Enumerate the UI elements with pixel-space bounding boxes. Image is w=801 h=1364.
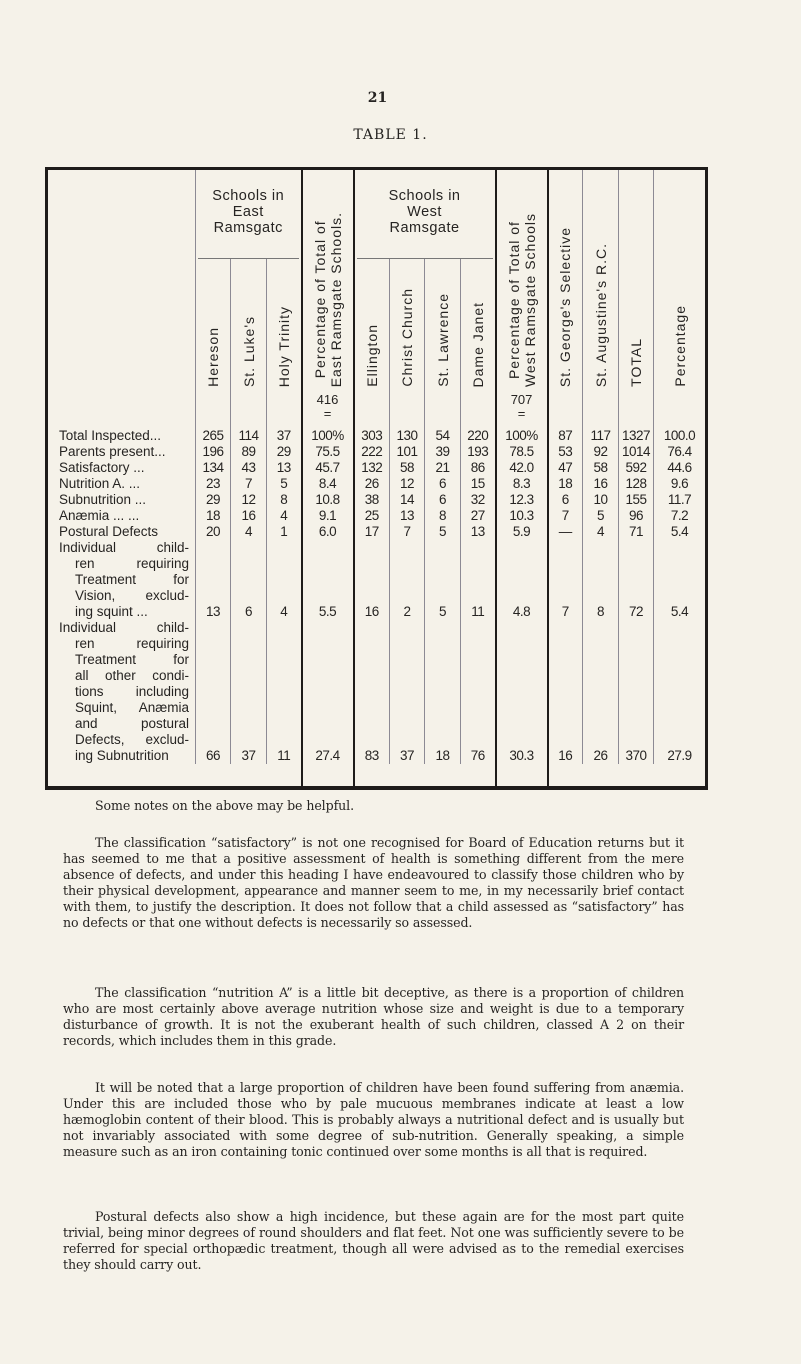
table-cell: 66 — [196, 620, 231, 764]
spacer — [461, 393, 496, 428]
col-header-pct-west-line: Percentage of Total of — [505, 221, 522, 379]
table-cell: 10.3 — [496, 508, 548, 524]
spacer — [267, 393, 302, 428]
row-label-line: Subnutrition ... — [59, 492, 147, 507]
col-header-text: St. Lawrence — [434, 293, 451, 387]
row-label-line: Treatment for — [75, 652, 189, 667]
table-cell: — — [548, 524, 583, 540]
table-cell: 29 — [196, 492, 231, 508]
table-cell: 78.5 — [496, 444, 548, 460]
spacer — [196, 764, 231, 788]
paragraph-anaemia — [63, 1080, 684, 1160]
row-label-line: Total Inspected... — [59, 428, 162, 443]
row-label-line: ren requiring — [75, 556, 189, 571]
row-label-line: Postural Defects — [59, 524, 159, 539]
table-cell: 86 — [461, 460, 496, 476]
notes-intro-text: Some notes on the above may be helpful. — [95, 798, 354, 813]
col-header-text: Christ Church — [399, 288, 416, 387]
table-cell: 134 — [196, 460, 231, 476]
spacer — [461, 764, 496, 788]
table-cell: 8.4 — [302, 476, 354, 492]
table-row — [47, 492, 707, 508]
table-cell: 6 — [548, 492, 583, 508]
col-header-st-lawrence — [425, 259, 461, 393]
col-header-text: Dame Janet — [469, 301, 486, 387]
table-cell: 6.0 — [302, 524, 354, 540]
page-number — [0, 90, 801, 106]
table-cell: 7 — [548, 540, 583, 620]
east-total: 416 — [316, 392, 339, 407]
table-row — [47, 620, 707, 764]
table-cell: 54 — [425, 428, 461, 444]
group-east-line: Ramsgatc — [213, 220, 283, 236]
table-cell: 20 — [196, 524, 231, 540]
table-cell: 16 — [231, 508, 267, 524]
table-cell: 16 — [354, 540, 390, 620]
table-cell: 12 — [390, 476, 425, 492]
col-header-text: Holy Trinity — [275, 305, 292, 387]
table-cell: 13 — [196, 540, 231, 620]
table-cell: 53 — [548, 444, 583, 460]
group-east-line: Schools in — [212, 188, 285, 204]
table-cell: 72 — [619, 540, 654, 620]
table-cell: 89 — [231, 444, 267, 460]
table-cell: 27.9 — [654, 620, 707, 764]
spacer — [583, 764, 619, 788]
table-cell: 26 — [354, 476, 390, 492]
table-cell: 155 — [619, 492, 654, 508]
row-label-line: all other condi- — [75, 668, 189, 683]
col-header-st-augustine-text: St. Augustine's R.C. — [592, 242, 609, 387]
equals-sign: = — [323, 406, 332, 421]
row-label — [47, 492, 196, 508]
table-cell: 47 — [548, 460, 583, 476]
table-cell: 12 — [231, 492, 267, 508]
table-cell: 26 — [583, 620, 619, 764]
table-cell: 92 — [583, 444, 619, 460]
row-label-header — [47, 169, 196, 429]
spacer — [654, 393, 707, 428]
table-cell: 5 — [425, 540, 461, 620]
group-west-line: Ramsgate — [389, 220, 460, 236]
table-cell: 21 — [425, 460, 461, 476]
row-label — [47, 540, 196, 620]
row-label — [47, 620, 196, 764]
table-cell: 38 — [354, 492, 390, 508]
table-cell: 42.0 — [496, 460, 548, 476]
table-cell: 32 — [461, 492, 496, 508]
table-cell: 2 — [390, 540, 425, 620]
table-cell: 37 — [267, 428, 302, 444]
col-header-text: St. Luke's — [240, 315, 257, 387]
table-cell: 11 — [461, 540, 496, 620]
table-cell: 7 — [548, 508, 583, 524]
paragraph-nutrition — [63, 985, 684, 1049]
table-cell: 5.9 — [496, 524, 548, 540]
table-cell: 132 — [354, 460, 390, 476]
table-cell: 12.3 — [496, 492, 548, 508]
row-label-line: Satisfactory ... — [59, 460, 145, 475]
row-label-line: and postural — [75, 716, 189, 731]
spacer — [354, 393, 390, 428]
col-header-pct-east-line: East Ramsgate Schools. — [327, 211, 344, 387]
row-label-line: ing squint ... — [75, 604, 148, 619]
row-label — [47, 524, 196, 540]
table-cell: 303 — [354, 428, 390, 444]
row-label — [47, 508, 196, 524]
group-header-east — [196, 169, 302, 260]
col-header-st-augustine — [583, 169, 619, 394]
table-cell: 10 — [583, 492, 619, 508]
table-cell: 7 — [390, 524, 425, 540]
table-cell: 100.0 — [654, 428, 707, 444]
spacer — [354, 764, 390, 788]
table-cell: 9.6 — [654, 476, 707, 492]
table-cell: 100% — [496, 428, 548, 444]
table-cell: 75.5 — [302, 444, 354, 460]
table-cell: 13 — [267, 460, 302, 476]
table-cell: 18 — [548, 476, 583, 492]
table-cell: 8.3 — [496, 476, 548, 492]
west-total: 707 — [510, 392, 533, 407]
table-row — [47, 428, 707, 444]
page-number-text: 21 — [367, 90, 388, 106]
table-cell: 76 — [461, 620, 496, 764]
spacer — [302, 764, 354, 788]
table-cell: 5 — [583, 508, 619, 524]
west-total-cell — [496, 393, 548, 428]
row-label — [47, 428, 196, 444]
table-cell: 7.2 — [654, 508, 707, 524]
paragraph-text: The classification “satisfactory” is not one recognised for Board of Education returns but it has seemed to me that a positive assessment of health is something different from the mere absence of defects, and under this heading I have endeavoured to classify those children who by their physical development, appearance and manner seem to me, in my necessarily brief contact with them, to justify the description. It does not follow that a child assessed as “satisfactory” has no defects or that one without defects is necessarily so assessed. — [63, 835, 684, 930]
table-cell: 114 — [231, 428, 267, 444]
col-header-pct-east-line: Percentage of Total of — [311, 220, 328, 379]
spacer — [619, 764, 654, 788]
spacer — [548, 393, 583, 428]
table-cell: 5.5 — [302, 540, 354, 620]
row-label-line: tions including — [75, 684, 189, 699]
table-cell: 43 — [231, 460, 267, 476]
table-cell: 16 — [548, 620, 583, 764]
spacer — [583, 393, 619, 428]
table-cell: 9.1 — [302, 508, 354, 524]
table-cell: 25 — [354, 508, 390, 524]
row-label-line: Vision, exclud- — [75, 588, 189, 603]
table-cell: 4 — [267, 540, 302, 620]
row-label-line: ing Subnutrition — [75, 748, 169, 763]
row-label-line: Treatment for — [75, 572, 189, 587]
paragraph-postural — [63, 1209, 684, 1273]
table-cell: 5 — [425, 524, 461, 540]
row-label-line: Individual child- — [59, 620, 189, 635]
table-cell: 370 — [619, 620, 654, 764]
group-west-line: West — [407, 204, 442, 220]
table-cell: 6 — [425, 476, 461, 492]
table-cell: 13 — [390, 508, 425, 524]
table-cell: 8 — [425, 508, 461, 524]
table-cell: 30.3 — [496, 620, 548, 764]
table-cell: 8 — [267, 492, 302, 508]
table-cell: 16 — [583, 476, 619, 492]
east-total-cell — [302, 393, 354, 428]
col-header-hereson — [196, 259, 231, 393]
paragraph-text: Postural defects also show a high incidence, but these again are for the most part quite trivial, being minor degrees of round shoulders and flat feet. Not one was sufficiently severe to be referred for special orthopædic treatment, though all were advised as to the remedial exercises they should carry out. — [63, 1209, 684, 1272]
group-header-west — [354, 169, 496, 260]
table-cell: 58 — [583, 460, 619, 476]
col-header-total — [619, 169, 654, 394]
col-header-percentage-text: Percentage — [671, 305, 688, 387]
table-cell: 6 — [425, 492, 461, 508]
table-row — [47, 476, 707, 492]
table-cell: 130 — [390, 428, 425, 444]
table-cell: 1014 — [619, 444, 654, 460]
table-cell: 265 — [196, 428, 231, 444]
row-label — [47, 460, 196, 476]
row-label-line: Squint, Anæmia — [75, 700, 189, 715]
spacer — [390, 393, 425, 428]
table-row — [47, 508, 707, 524]
table-title — [0, 127, 801, 143]
col-header-st-lukes — [231, 259, 267, 393]
table-cell: 4 — [231, 524, 267, 540]
spacer — [425, 393, 461, 428]
table-cell: 7 — [231, 476, 267, 492]
table-cell: 83 — [354, 620, 390, 764]
table-cell: 4.8 — [496, 540, 548, 620]
table-cell: 45.7 — [302, 460, 354, 476]
row-label — [47, 476, 196, 492]
spacer — [231, 764, 267, 788]
col-header-christ-church — [390, 259, 425, 393]
table-cell: 37 — [390, 620, 425, 764]
col-header-st-george — [548, 169, 583, 394]
paragraph-text: The classification “nutrition A” is a little bit deceptive, as there is a proportion of children who are most certainly above average nutrition whose size and weight is due to a temporary disturbance of growth. It is not the exuberant health of such children, classed A 2 on their records, which includes them in this grade. — [63, 985, 684, 1048]
table-cell: 6 — [231, 540, 267, 620]
table-cell: 37 — [231, 620, 267, 764]
table-cell: 5 — [267, 476, 302, 492]
group-east-line: East — [232, 204, 264, 220]
spacer — [654, 764, 707, 788]
table-cell: 23 — [196, 476, 231, 492]
table-cell: 87 — [548, 428, 583, 444]
school-inspection-table — [45, 167, 708, 790]
equals-sign: = — [517, 406, 526, 421]
group-west-line: Schools in — [388, 188, 461, 204]
table-cell: 8 — [583, 540, 619, 620]
col-header-percentage — [654, 169, 707, 394]
table-cell: 117 — [583, 428, 619, 444]
col-header-holy-trinity — [267, 259, 302, 393]
col-header-ellington — [354, 259, 390, 393]
table-cell: 18 — [196, 508, 231, 524]
spacer — [390, 764, 425, 788]
table-cell: 4 — [583, 524, 619, 540]
row-label-line: Individual child- — [59, 540, 189, 555]
table-cell: 13 — [461, 524, 496, 540]
table-cell: 10.8 — [302, 492, 354, 508]
table-cell: 5.4 — [654, 540, 707, 620]
paragraph-text: It will be noted that a large proportion of children have been found suffering from anæmia. Under this are included those who by pale mucuous membranes indicate at least a low hæmoglobin content of their blood. This is probably always a nutritional defect and is usually but not invariably associated with some degree of sub-nutrition. Generally speaking, a simple measure such as an iron containing tonic continued over some months is all that is required. — [63, 1080, 684, 1159]
table-cell: 101 — [390, 444, 425, 460]
col-header-pct-east — [302, 169, 354, 394]
table-cell: 128 — [619, 476, 654, 492]
table-cell: 27 — [461, 508, 496, 524]
row-label — [47, 444, 196, 460]
table-cell: 29 — [267, 444, 302, 460]
spacer — [425, 764, 461, 788]
table-cell: 11.7 — [654, 492, 707, 508]
col-header-pct-west-line: West Ramsgate Schools — [521, 212, 538, 387]
table-cell: 11 — [267, 620, 302, 764]
table-cell: 14 — [390, 492, 425, 508]
table-cell: 100% — [302, 428, 354, 444]
table-cell: 17 — [354, 524, 390, 540]
col-header-pct-west — [496, 169, 548, 394]
col-header-total-text: TOTAL — [628, 338, 645, 387]
notes-intro — [63, 798, 684, 814]
table-row — [47, 444, 707, 460]
table-title-text: TABLE 1. — [353, 127, 428, 143]
spacer — [267, 764, 302, 788]
col-header-dame-janet — [461, 259, 496, 393]
row-label-line: ren requiring — [75, 636, 189, 651]
spacer — [47, 764, 196, 788]
table-cell: 5.4 — [654, 524, 707, 540]
table-cell: 27.4 — [302, 620, 354, 764]
spacer — [619, 393, 654, 428]
row-label-line: Nutrition A. ... — [59, 476, 141, 491]
col-header-text: Ellington — [363, 324, 380, 387]
table-cell: 71 — [619, 524, 654, 540]
spacer — [496, 764, 548, 788]
table-cell: 18 — [425, 620, 461, 764]
paragraph-satisfactory — [63, 835, 684, 931]
row-label-line: Defects, exclud- — [75, 732, 189, 747]
table-cell: 592 — [619, 460, 654, 476]
col-header-st-george-text: St. George's Selective — [557, 226, 574, 387]
table-cell: 76.4 — [654, 444, 707, 460]
row-label-line: Anæmia ... ... — [59, 508, 140, 523]
row-label-line: Parents present... — [59, 444, 166, 459]
table-cell: 1 — [267, 524, 302, 540]
table-row — [47, 460, 707, 476]
table-cell: 193 — [461, 444, 496, 460]
spacer — [231, 393, 267, 428]
table-cell: 96 — [619, 508, 654, 524]
table-row — [47, 540, 707, 620]
table-cell: 4 — [267, 508, 302, 524]
table-cell: 196 — [196, 444, 231, 460]
table-row — [47, 524, 707, 540]
table-cell: 15 — [461, 476, 496, 492]
spacer — [196, 393, 231, 428]
table-cell: 39 — [425, 444, 461, 460]
col-header-text: Hereson — [205, 327, 221, 387]
table-cell: 44.6 — [654, 460, 707, 476]
table-bottom-padding — [47, 764, 707, 788]
table-cell: 58 — [390, 460, 425, 476]
table-cell: 220 — [461, 428, 496, 444]
table-body — [47, 428, 707, 788]
table-cell: 222 — [354, 444, 390, 460]
spacer — [548, 764, 583, 788]
table-cell: 1327 — [619, 428, 654, 444]
